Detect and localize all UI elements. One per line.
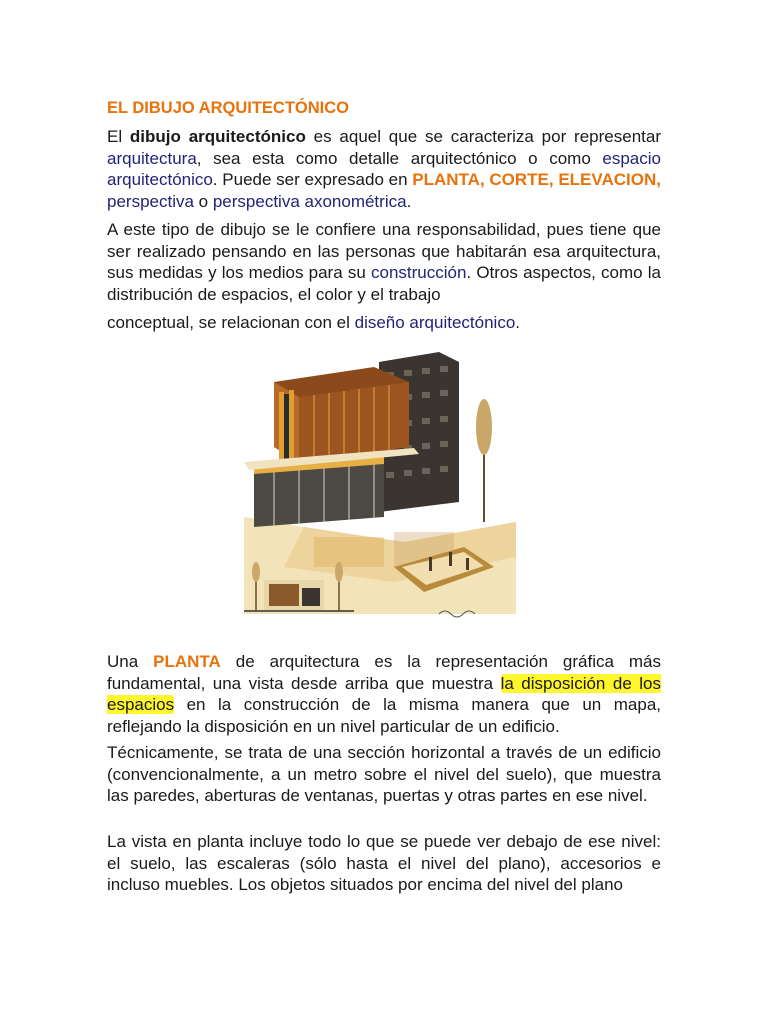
link-construccion[interactable]: construcción (370, 263, 467, 282)
paragraph-vista-en-planta: La vista en planta incluye todo lo que se puede ver debajo de ese nivel: el suelo, las escaleras (sólo hasta el nivel del plano), accesorios e incluso muebles. Los objetos situados por encima del nivel del plano (107, 832, 661, 894)
text-run: . Otros aspectos, como la distribución de espacios, el color y el trabajo (107, 263, 661, 304)
paragraph-responsabilidad (107, 219, 661, 305)
link-arquitectura[interactable]: arquitectura (107, 148, 197, 168)
text-run: en la construcción de la misma manera que un mapa, reflejando la disposición en un nivel particular de un edificio. (107, 695, 661, 736)
paragraph-planta (107, 651, 661, 737)
text-run: . Puede ser expresado en (212, 170, 413, 189)
text-run: Una (107, 652, 154, 671)
building-illustration (244, 352, 516, 622)
highlighted-text: la disposición de los espacios (107, 673, 661, 714)
text-run: . (406, 191, 412, 211)
paragraph-conceptual (107, 312, 661, 334)
paragraph-tecnicamente: Técnicamente, se trata de una sección horizontal a través de un edificio (convencionalmente, a un metro sobre el nivel del suelo), que muestra las paredes, aberturas de ventanas, puertas y otras partes en ese nivel. (107, 743, 661, 805)
link-espacio-arquitectonico[interactable]: espacio arquitectónico (107, 148, 661, 189)
text-run: es aquel que se caracteriza por representar (305, 127, 661, 146)
text-run: , sea esta como detalle arquitectónico o como (196, 148, 603, 168)
text-run: o (193, 191, 213, 211)
link-perspectiva-axonometrica[interactable]: perspectiva axonométrica (212, 191, 407, 211)
architectural-drawing-image (244, 352, 516, 622)
text-run: El (107, 127, 130, 146)
text-run: A este tipo de dibujo se le confiere una responsabilidad, pues tiene que ser realizado pensando en las personas que habitarán esa arquitectura, sus medidas y los medios para su (107, 220, 661, 282)
bold-term: dibujo arquitectónico (129, 127, 306, 146)
link-perspectiva[interactable]: perspectiva (107, 191, 194, 211)
link-diseno-arquitectonico[interactable]: diseño arquitectónico (354, 313, 516, 332)
text-run: conceptual, se relacionan con el (107, 313, 355, 332)
paragraph-intro (107, 126, 661, 212)
highlight-term-planta: PLANTA (153, 652, 221, 671)
text-run: . (515, 313, 521, 332)
page-title: EL DIBUJO ARQUITECTÓNICO (107, 99, 350, 117)
highlight-term-planta-corte-elevacion: PLANTA, CORTE, ELEVACION, (412, 170, 661, 189)
text-run: de arquitectura es la representación gráfica más fundamental, una vista desde arriba que muestra (107, 652, 662, 693)
